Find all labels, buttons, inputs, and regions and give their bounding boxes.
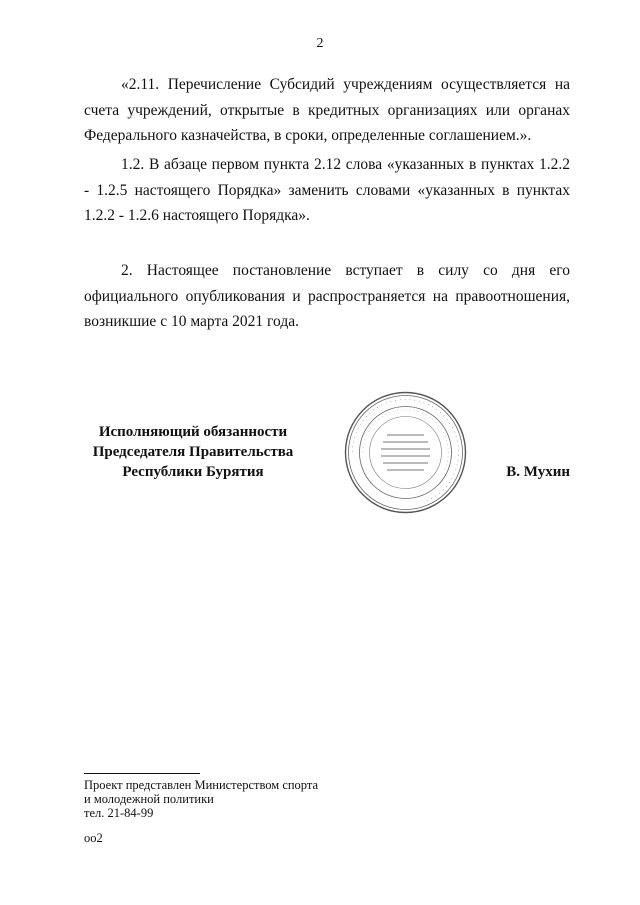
signatory-name: В. Мухин [506, 464, 570, 480]
signatory-position-line-1: Исполняющий обязанности [98, 424, 288, 440]
footnote-line-2: и молодежной политики [84, 792, 214, 806]
signatory-position [84, 422, 302, 482]
svg-text:· · · · · · · · · · · · · · ·: · · · · · · · · · · · · · · · · · · · · · · · · · · · · · · · · · · · · · [360, 407, 451, 471]
signatory-position-line-2: Председателя Правительства [92, 444, 294, 460]
paragraph-effective-date: 2. Настоящее постановление вступает в силу со дня его официального опубликования и распространяется на правоотношения, возникшие с 10 марта 2021 года. [84, 262, 570, 330]
svg-text:· · · · · · · · · · · · · · ·: · · · · · · · · · · · · · · · · · · · · · · · · · · · · · · · · · · · · · · · · · · · · · · · · [349, 396, 462, 505]
footnote [84, 778, 484, 820]
document-code: оо2 [84, 831, 103, 845]
official-seal-icon [343, 390, 468, 515]
footnote-divider [84, 773, 200, 774]
page-number: 2 [316, 36, 324, 51]
footnote-line-3: тел. 21-84-99 [84, 806, 154, 820]
paragraph-1-2: 1.2. В абзаце первом пункта 2.12 слова «указанных в пунктах 1.2.2 - 1.2.5 настоящего Порядка» заменить словами «указанных в пунктах 1.2.2 - 1.2.6 настоящего Порядка». [84, 156, 570, 224]
signatory-position-line-3: Республики Бурятия [122, 464, 264, 480]
paragraph-2-11: «2.11. Перечисление Субсидий учреждениям осуществляется на счета учреждений, открытые в кредитных организациях или органах Федерального казначейства, в сроки, определенные соглашением.». [84, 76, 570, 144]
footnote-line-1: Проект представлен Министерством спорта [84, 778, 319, 792]
